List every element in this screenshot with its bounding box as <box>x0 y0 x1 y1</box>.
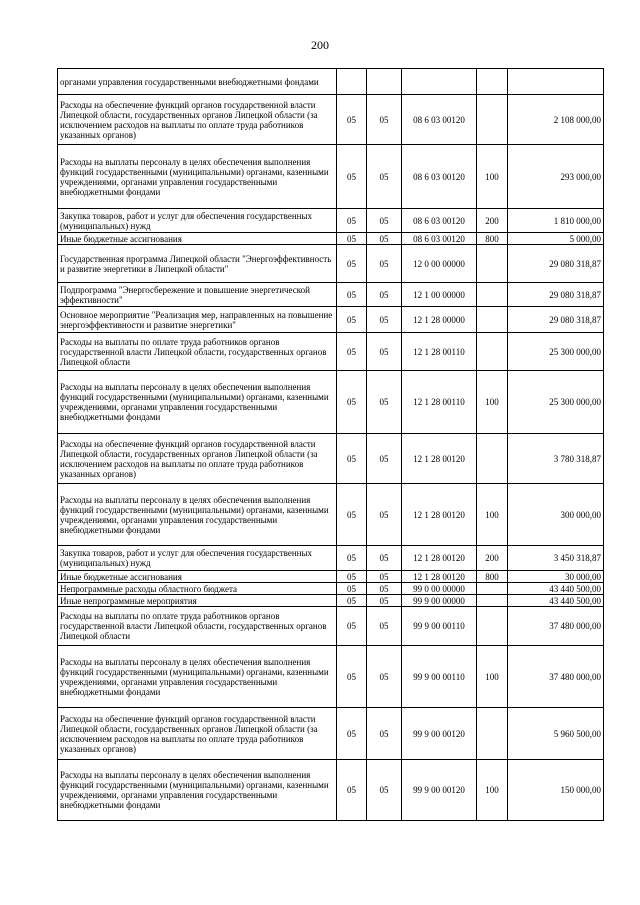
row-amount: 3 780 318,87 <box>508 434 604 484</box>
budget-table <box>57 68 604 821</box>
row-section: 05 <box>337 307 367 333</box>
row-target-article: 99 9 00 00110 <box>402 607 477 646</box>
row-subsection: 05 <box>367 434 402 484</box>
row-target-article: 12 1 28 00120 <box>402 571 477 583</box>
table-row <box>58 571 604 583</box>
row-name: Подпрограмма "Энергосбережение и повышение энергетической эффективности" <box>58 283 337 307</box>
table-row <box>58 434 604 484</box>
row-section: 05 <box>337 145 367 209</box>
row-expense-type: 100 <box>477 145 508 209</box>
row-section: 05 <box>337 209 367 233</box>
row-amount: 29 080 318,87 <box>508 307 604 333</box>
row-name: Иные бюджетные ассигнования <box>58 571 337 583</box>
row-subsection: 05 <box>367 760 402 821</box>
row-section: 05 <box>337 283 367 307</box>
row-name: Расходы на выплаты по оплате труда работников органов государственной власти Липецкой области, государственных органов Липецкой области <box>58 333 337 371</box>
row-section: 05 <box>337 607 367 646</box>
row-expense-type <box>477 434 508 484</box>
table-row <box>58 145 604 209</box>
row-subsection: 05 <box>367 583 402 595</box>
row-section: 05 <box>337 233 367 245</box>
row-target-article: 12 1 28 00120 <box>402 546 477 571</box>
row-section: 05 <box>337 95 367 145</box>
row-amount: 37 480 000,00 <box>508 646 604 708</box>
row-section: 05 <box>337 760 367 821</box>
row-subsection: 05 <box>367 333 402 371</box>
row-name: Расходы на обеспечение функций органов государственной власти Липецкой области, государственных органов Липецкой области (за исключением расходов на выплаты по оплате труда работников указанных органов) <box>58 708 337 760</box>
row-expense-type: 800 <box>477 233 508 245</box>
row-section: 05 <box>337 571 367 583</box>
row-subsection: 05 <box>367 233 402 245</box>
row-target-article: 99 9 00 00110 <box>402 646 477 708</box>
row-expense-type <box>477 307 508 333</box>
table-row <box>58 760 604 821</box>
row-target-article: 12 1 28 00120 <box>402 434 477 484</box>
row-target-article: 12 1 28 00000 <box>402 307 477 333</box>
table-row <box>58 371 604 434</box>
row-name: Расходы на выплаты персоналу в целях обеспечения выполнения функций государственными (муниципальными) органами, казенными учреждениями, органами управления государственными внебюджетными фондами <box>58 646 337 708</box>
row-section: 05 <box>337 434 367 484</box>
table-row <box>58 307 604 333</box>
row-subsection: 05 <box>367 209 402 233</box>
row-target-article: 12 1 28 00110 <box>402 371 477 434</box>
row-subsection: 05 <box>367 607 402 646</box>
row-section: 05 <box>337 708 367 760</box>
row-amount: 300 000,00 <box>508 484 604 546</box>
table-row <box>58 283 604 307</box>
row-amount: 25 300 000,00 <box>508 371 604 434</box>
row-subsection: 05 <box>367 571 402 583</box>
row-amount: 150 000,00 <box>508 760 604 821</box>
row-amount: 43 440 500,00 <box>508 583 604 595</box>
row-name: Закупка товаров, работ и услуг для обеспечения государственных (муниципальных) нужд <box>58 546 337 571</box>
row-amount: 43 440 500,00 <box>508 595 604 607</box>
row-expense-type <box>477 583 508 595</box>
row-subsection: 05 <box>367 283 402 307</box>
row-target-article: 12 1 28 00120 <box>402 484 477 546</box>
row-amount: 293 000,00 <box>508 145 604 209</box>
row-name: органами управления государственными внебюджетными фондами <box>58 69 337 95</box>
page-number: 200 <box>311 38 329 52</box>
row-amount: 25 300 000,00 <box>508 333 604 371</box>
row-subsection <box>367 69 402 95</box>
row-subsection: 05 <box>367 145 402 209</box>
row-name: Иные непрограммные мероприятия <box>58 595 337 607</box>
row-target-article: 99 9 00 00000 <box>402 595 477 607</box>
row-name: Непрограммные расходы областного бюджета <box>58 583 337 595</box>
row-target-article: 12 1 28 00110 <box>402 333 477 371</box>
table-row <box>58 484 604 546</box>
row-expense-type <box>477 245 508 283</box>
row-section: 05 <box>337 546 367 571</box>
row-name: Расходы на выплаты персоналу в целях обеспечения выполнения функций государственными (муниципальными) органами, казенными учреждениями, органами управления государственными внебюджетными фондами <box>58 760 337 821</box>
row-section: 05 <box>337 371 367 434</box>
row-amount: 37 480 000,00 <box>508 607 604 646</box>
table-row <box>58 245 604 283</box>
table-row <box>58 646 604 708</box>
row-target-article: 12 0 00 00000 <box>402 245 477 283</box>
row-expense-type <box>477 283 508 307</box>
row-amount: 29 080 318,87 <box>508 245 604 283</box>
table-row <box>58 95 604 145</box>
row-expense-type <box>477 69 508 95</box>
row-name: Расходы на выплаты персоналу в целях обеспечения выполнения функций государственными (муниципальными) органами, казенными учреждениями, органами управления государственными внебюджетными фондами <box>58 145 337 209</box>
table-row <box>58 595 604 607</box>
row-amount: 5 000,00 <box>508 233 604 245</box>
table-row <box>58 209 604 233</box>
row-amount: 5 960 500,00 <box>508 708 604 760</box>
row-amount: 3 450 318,87 <box>508 546 604 571</box>
row-target-article: 08 6 03 00120 <box>402 145 477 209</box>
row-amount <box>508 69 604 95</box>
row-expense-type <box>477 708 508 760</box>
row-subsection: 05 <box>367 484 402 546</box>
table-row <box>58 69 604 95</box>
row-subsection: 05 <box>367 307 402 333</box>
row-subsection: 05 <box>367 245 402 283</box>
row-target-article: 08 6 03 00120 <box>402 95 477 145</box>
row-expense-type: 200 <box>477 209 508 233</box>
row-name: Расходы на обеспечение функций органов государственной власти Липецкой области, государственных органов Липецкой области (за исключением расходов на выплаты по оплате труда работников указанных органов) <box>58 434 337 484</box>
row-expense-type <box>477 595 508 607</box>
row-section <box>337 69 367 95</box>
row-section: 05 <box>337 333 367 371</box>
row-target-article: 99 9 00 00120 <box>402 708 477 760</box>
row-subsection: 05 <box>367 646 402 708</box>
row-amount: 1 810 000,00 <box>508 209 604 233</box>
row-expense-type <box>477 95 508 145</box>
row-target-article: 08 6 03 00120 <box>402 233 477 245</box>
row-name: Расходы на обеспечение функций органов государственной власти Липецкой области, государственных органов Липецкой области (за исключением расходов на выплаты по оплате труда работников указанных органов) <box>58 95 337 145</box>
row-subsection: 05 <box>367 595 402 607</box>
row-target-article <box>402 69 477 95</box>
row-amount: 30 000,00 <box>508 571 604 583</box>
row-section: 05 <box>337 646 367 708</box>
row-name: Расходы на выплаты по оплате труда работников органов государственной власти Липецкой области, государственных органов Липецкой области <box>58 607 337 646</box>
row-target-article: 08 6 03 00120 <box>402 209 477 233</box>
row-subsection: 05 <box>367 708 402 760</box>
row-expense-type: 100 <box>477 760 508 821</box>
table-row <box>58 583 604 595</box>
row-target-article: 99 0 00 00000 <box>402 583 477 595</box>
row-expense-type <box>477 607 508 646</box>
row-name: Государственная программа Липецкой области "Энергоэффективность и развитие энергетики в Липецкой области" <box>58 245 337 283</box>
row-name: Основное мероприятие "Реализация мер, направленных на повышение энергоэффективности и развитие энергетики" <box>58 307 337 333</box>
row-expense-type: 100 <box>477 646 508 708</box>
row-section: 05 <box>337 245 367 283</box>
table-row <box>58 708 604 760</box>
table-row <box>58 333 604 371</box>
row-expense-type: 100 <box>477 484 508 546</box>
row-section: 05 <box>337 484 367 546</box>
row-amount: 2 108 000,00 <box>508 95 604 145</box>
row-name: Расходы на выплаты персоналу в целях обеспечения выполнения функций государственными (муниципальными) органами, казенными учреждениями, органами управления государственными внебюджетными фондами <box>58 484 337 546</box>
row-name: Закупка товаров, работ и услуг для обеспечения государственных (муниципальных) нужд <box>58 209 337 233</box>
row-subsection: 05 <box>367 546 402 571</box>
row-expense-type <box>477 333 508 371</box>
row-expense-type: 200 <box>477 546 508 571</box>
row-expense-type: 800 <box>477 571 508 583</box>
row-subsection: 05 <box>367 95 402 145</box>
row-name: Расходы на выплаты персоналу в целях обеспечения выполнения функций государственными (муниципальными) органами, казенными учреждениями, органами управления государственными внебюджетными фондами <box>58 371 337 434</box>
row-section: 05 <box>337 595 367 607</box>
table-row <box>58 607 604 646</box>
row-name: Иные бюджетные ассигнования <box>58 233 337 245</box>
row-target-article: 99 9 00 00120 <box>402 760 477 821</box>
table-row <box>58 233 604 245</box>
row-expense-type: 100 <box>477 371 508 434</box>
table-row <box>58 546 604 571</box>
row-amount: 29 080 318,87 <box>508 283 604 307</box>
row-section: 05 <box>337 583 367 595</box>
row-target-article: 12 1 00 00000 <box>402 283 477 307</box>
row-subsection: 05 <box>367 371 402 434</box>
